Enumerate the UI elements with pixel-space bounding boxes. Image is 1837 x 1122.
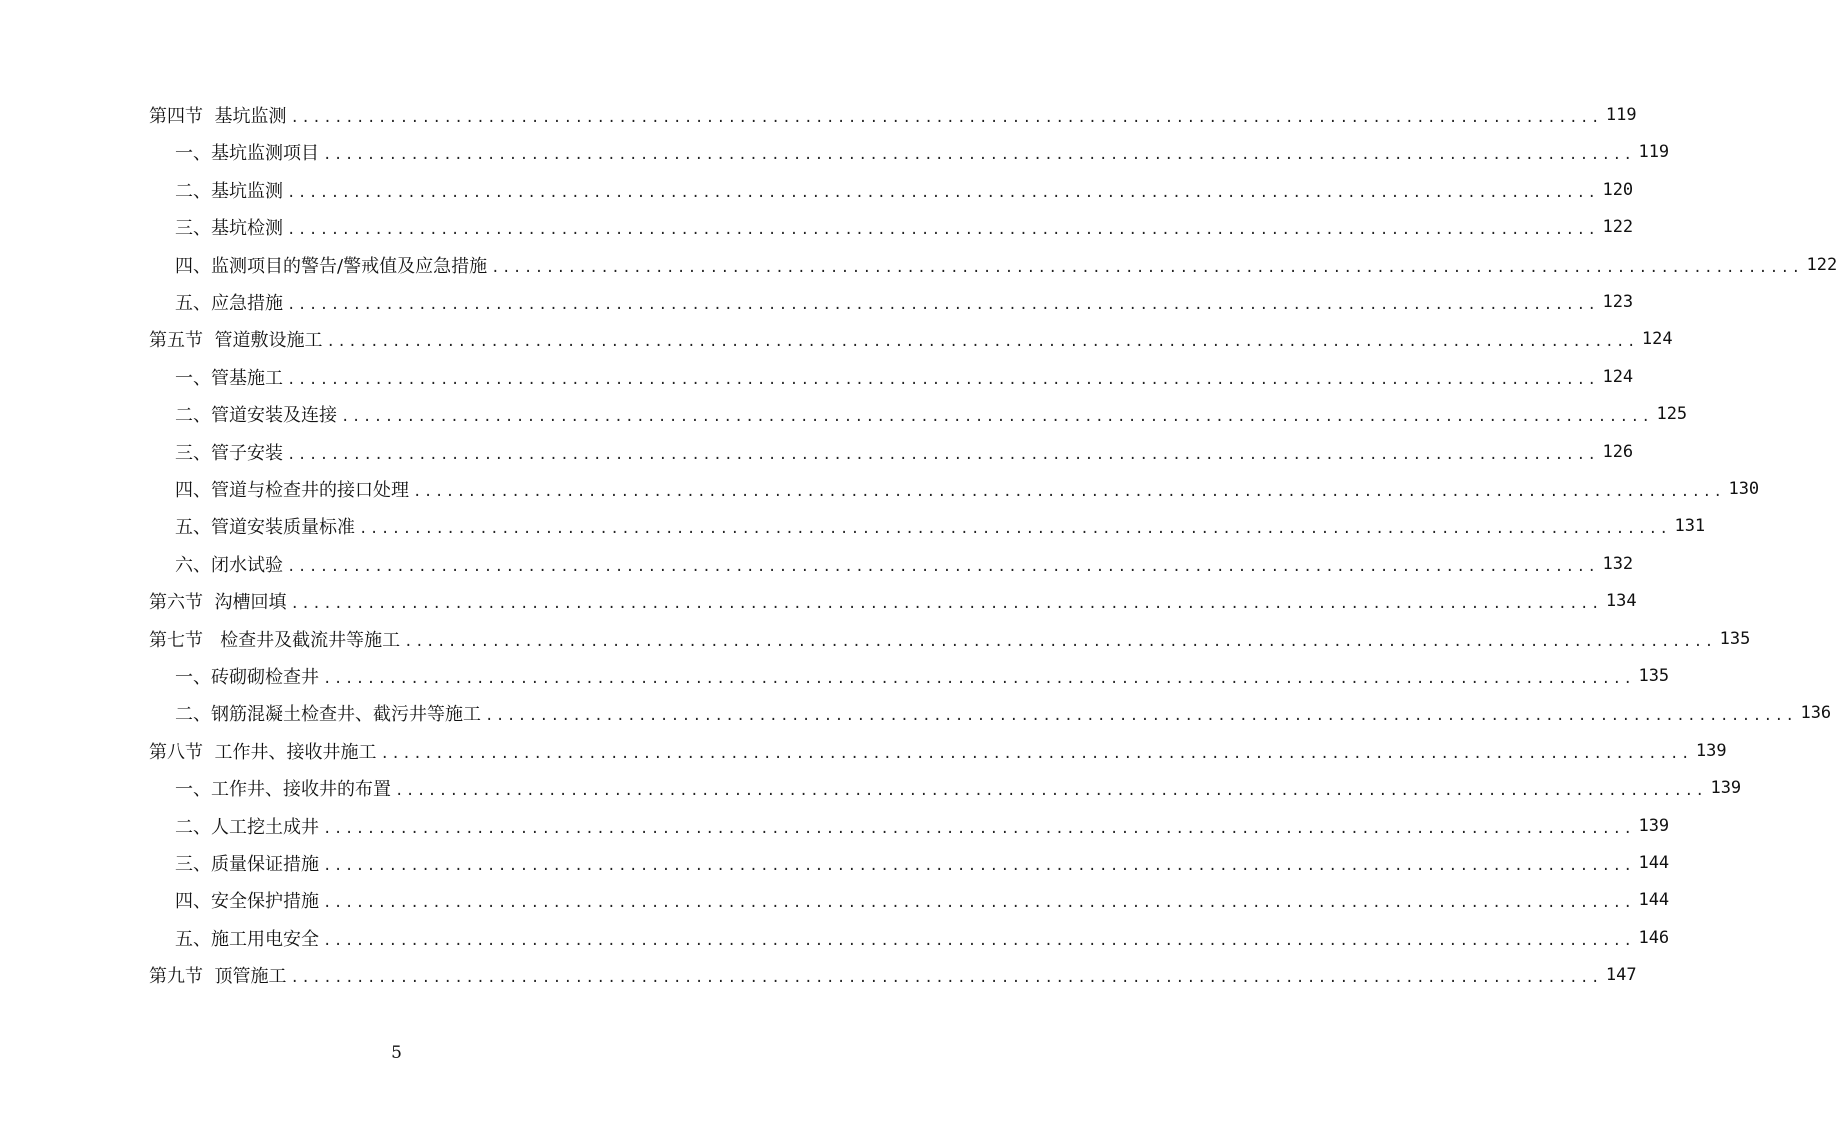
toc-entry-title: 第八节 工作井、接收井施工 xyxy=(149,741,377,763)
toc-dot-leader: ........................................................................................................................ xyxy=(287,371,1599,388)
toc-entry-title: 第六节 沟槽回填 xyxy=(149,592,287,614)
toc-dot-leader: ........................................................................................................................ xyxy=(323,858,1635,874)
toc-subsection-entry[interactable] xyxy=(175,848,1670,878)
toc-section-entry[interactable] xyxy=(149,624,1751,654)
toc-subsection-entry[interactable] xyxy=(175,661,1670,691)
toc-page-number: 126 xyxy=(1602,441,1634,462)
toc-subsection-entry[interactable] xyxy=(175,811,1670,841)
toc-page-number: 135 xyxy=(1719,628,1751,649)
toc-subsection-entry[interactable] xyxy=(175,474,1760,504)
toc-subsection-entry[interactable] xyxy=(175,399,1688,429)
toc-page-number: 125 xyxy=(1656,404,1688,425)
toc-page-number: 122 xyxy=(1602,217,1634,238)
toc-dot-leader: ........................................................................................................................ xyxy=(287,297,1599,313)
toc-entry-title: 三、质量保证措施 xyxy=(175,854,319,875)
toc-page-number: 124 xyxy=(1641,329,1673,350)
toc-entry-title: 四、管道与检查井的接口处理 xyxy=(175,480,409,501)
toc-subsection-entry[interactable] xyxy=(175,137,1670,167)
toc-dot-leader: ........................................................................................................................ xyxy=(323,932,1635,949)
toc-dot-leader: ........................................................................................................................ xyxy=(287,184,1599,201)
toc-page-number: 144 xyxy=(1638,890,1670,911)
toc-page-number: 136 xyxy=(1800,703,1832,724)
toc-entry-title: 第九节 顶管施工 xyxy=(149,966,287,988)
toc-subsection-entry[interactable] xyxy=(175,885,1670,915)
toc-entry-title: 三、管子安装 xyxy=(175,442,283,464)
toc-dot-leader: ........................................................................................................................ xyxy=(323,895,1635,912)
toc-page-number: 139 xyxy=(1710,778,1742,799)
toc-page-number: 147 xyxy=(1605,965,1637,986)
toc-dot-leader: ........................................................................................................................ xyxy=(287,446,1599,463)
toc-entry-title: 一、砖砌砌检查井 xyxy=(175,667,319,688)
toc-page-number: 119 xyxy=(1605,105,1637,125)
toc-subsection-entry[interactable] xyxy=(175,511,1706,541)
toc-dot-leader: ........................................................................................................................ xyxy=(413,484,1725,500)
toc-subsection-entry[interactable] xyxy=(175,549,1634,579)
toc-page-number: 132 xyxy=(1602,553,1634,574)
toc-entry-title: 五、施工用电安全 xyxy=(175,928,319,950)
toc-section-entry[interactable] xyxy=(149,324,1673,354)
toc-entry-title: 一、管基施工 xyxy=(175,367,283,389)
toc-page-number: 120 xyxy=(1602,179,1634,200)
toc-dot-leader: ........................................................................................................................ xyxy=(290,596,1602,613)
toc-section-entry[interactable] xyxy=(149,586,1637,616)
toc-dot-leader: ........................................................................................................................ xyxy=(290,970,1602,987)
toc-entry-title: 五、应急措施 xyxy=(175,293,283,314)
toc-section-entry[interactable] xyxy=(149,960,1637,990)
toc-page-number: 123 xyxy=(1602,292,1634,312)
toc-page-number: 135 xyxy=(1638,666,1670,686)
toc-subsection-entry[interactable] xyxy=(175,250,1837,280)
toc-entry-title: 三、基坑检测 xyxy=(175,218,283,240)
toc-entry-title: 二、钢筋混凝土检查井、截污井等施工 xyxy=(175,704,481,726)
toc-subsection-entry[interactable] xyxy=(175,773,1742,803)
toc-entry-title: 第五节 管道敷设施工 xyxy=(149,330,323,352)
toc-section-entry[interactable] xyxy=(149,100,1637,130)
toc-dot-leader: ........................................................................................................................ xyxy=(395,783,1707,800)
toc-subsection-entry[interactable] xyxy=(175,287,1634,317)
toc-dot-leader: ........................................................................................................................ xyxy=(323,671,1635,687)
toc-entry-title: 二、人工挖土成井 xyxy=(175,816,319,838)
toc-entry-title: 一、工作井、接收井的布置 xyxy=(175,779,391,801)
toc-page-number: 124 xyxy=(1602,366,1634,387)
toc-entry-title: 四、安全保护措施 xyxy=(175,891,319,913)
toc-entry-title: 一、基坑监测项目 xyxy=(175,143,319,165)
toc-entry-title: 第四节 基坑监测 xyxy=(149,106,287,127)
toc-entry-title: 六、闭水试验 xyxy=(175,554,283,576)
toc-dot-leader: ........................................................................................................................ xyxy=(380,745,1692,762)
toc-entry-title: 第七节 检查井及截流井等施工 xyxy=(149,629,401,651)
toc-page-number: 119 xyxy=(1638,142,1670,163)
toc-dot-leader: ........................................................................................................................ xyxy=(290,110,1602,126)
toc-entry-title: 四、监测项目的警告/警戒值及应急措施 xyxy=(175,255,488,277)
toc-dot-leader: ........................................................................................................................ xyxy=(323,147,1635,164)
toc-dot-leader: ........................................................................................................................ xyxy=(485,708,1797,725)
toc-page-number: 144 xyxy=(1638,853,1670,873)
page-number: 5 xyxy=(391,1043,402,1063)
toc-entry-title: 二、基坑监测 xyxy=(175,180,283,202)
toc-dot-leader: ........................................................................................................................ xyxy=(326,334,1638,351)
toc-subsection-entry[interactable] xyxy=(175,175,1634,205)
toc-entry-title: 五、管道安装质量标准 xyxy=(175,517,355,539)
toc-page-number: 139 xyxy=(1695,740,1727,761)
toc-section-entry[interactable] xyxy=(149,736,1727,766)
toc-dot-leader: ........................................................................................................................ xyxy=(491,259,1803,276)
toc-dot-leader: ........................................................................................................................ xyxy=(359,521,1671,538)
toc-dot-leader: ........................................................................................................................ xyxy=(323,820,1635,837)
toc-subsection-entry[interactable] xyxy=(175,362,1634,392)
toc-dot-leader: ........................................................................................................................ xyxy=(287,558,1599,575)
toc-dot-leader: ........................................................................................................................ xyxy=(404,633,1716,650)
toc-dot-leader: ........................................................................................................................ xyxy=(287,222,1599,239)
toc-page-number: 122 xyxy=(1806,254,1837,275)
toc-page-number: 131 xyxy=(1674,516,1706,537)
toc-page-number: 134 xyxy=(1605,591,1637,612)
toc-subsection-entry[interactable] xyxy=(175,698,1832,728)
toc-subsection-entry[interactable] xyxy=(175,212,1634,242)
toc-subsection-entry[interactable] xyxy=(175,437,1634,467)
toc-dot-leader: ........................................................................................................................ xyxy=(341,409,1653,426)
toc-page-number: 139 xyxy=(1638,815,1670,836)
toc-page-number: 130 xyxy=(1728,479,1760,499)
toc-subsection-entry[interactable] xyxy=(175,923,1670,953)
toc-page-number: 146 xyxy=(1638,927,1670,948)
toc-entry-title: 二、管道安装及连接 xyxy=(175,405,337,427)
